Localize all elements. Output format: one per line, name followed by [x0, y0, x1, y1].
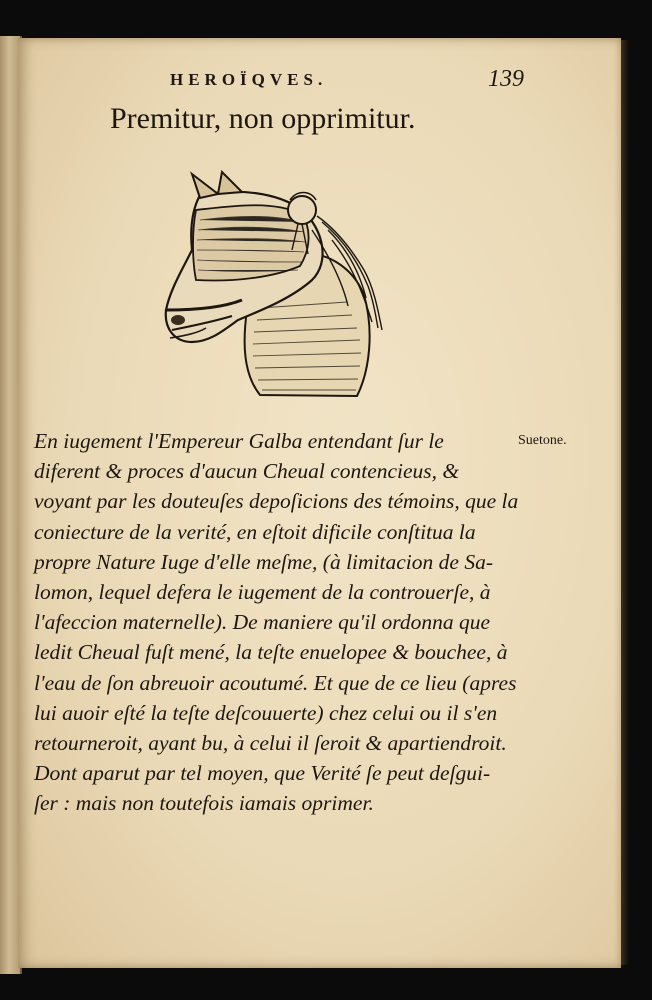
text-line: En iugement l'Empereur Galba entendant ſur le [34, 429, 444, 453]
text-line: retourneroit, ayant bu, à celui il ſeroit & apartiendroit. [34, 730, 507, 755]
margin-note: Suetone. [518, 433, 567, 448]
text-line: ledit Cheual fuſt mené, la teſte enuelopee & bouchee, à [34, 640, 508, 665]
text-line: diferent & proces d'aucun Cheual contencieus, & [34, 459, 460, 484]
text-line: propre Nature Iuge d'elle meſme, (à limitacion de Sa- [34, 549, 493, 574]
page-edge-shadow [621, 40, 629, 965]
text-line: voyant par les douteuſes depoſicions des témoins, que la [34, 489, 519, 514]
text-line: coniecture de la verité, en eſtoit dificile conſtitua la [34, 519, 476, 544]
text-line: ſer : mais non toutefois iamais oprimer. [34, 791, 374, 816]
text-line: l'afeccion maternelle). De maniere qu'il ordonna que [34, 610, 491, 635]
horse-head-woodcut-icon [152, 170, 392, 400]
text-line: l'eau de ſon abreuoir acoutumé. Et que de ce lieu (apres [34, 670, 517, 695]
emblem-motto: Premitur, non opprimitur. [110, 102, 416, 135]
text-line: lui auoir eſté la teſte deſcouuerte) chez celui ou il s'en [34, 700, 498, 725]
text-line: Dont aparut par tel moyen, que Verité ſe peut deſgui- [34, 761, 491, 786]
page-number: 139 [488, 66, 524, 92]
running-head: HEROÏQVES. [170, 70, 328, 89]
book-page [18, 38, 621, 968]
text-line: lomon, lequel defera le iugement de la controuerſe, à [34, 579, 491, 604]
body-paragraph [34, 426, 519, 818]
